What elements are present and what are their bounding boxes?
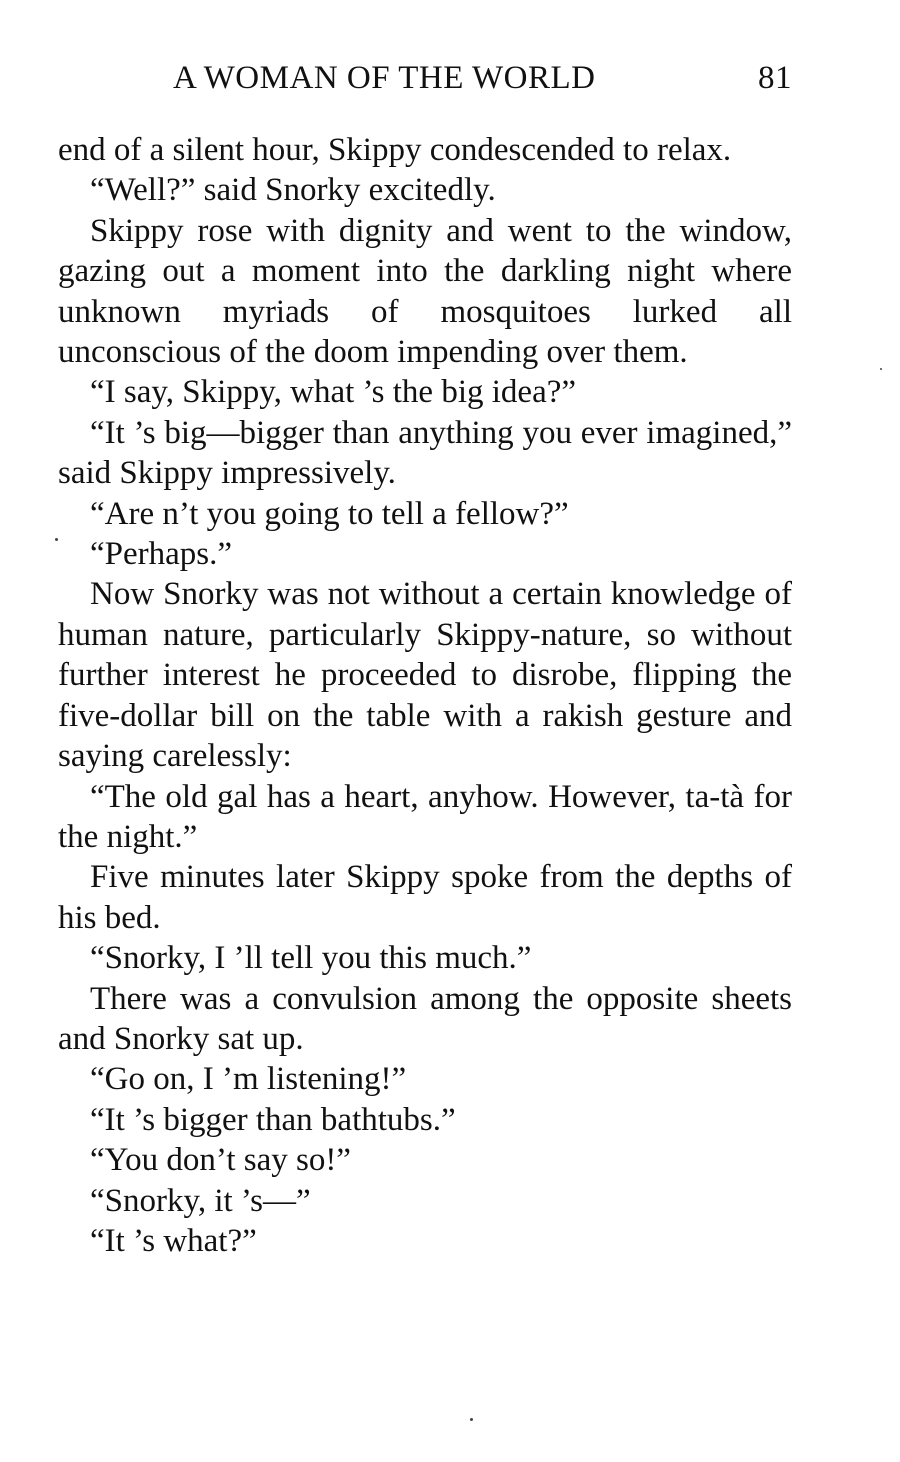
paragraph: “Go on, I ’m listening!” xyxy=(90,1061,407,1098)
paragraph: “It ’s big—bigger than anything you ever imagined,” said Skippy impressively. xyxy=(58,414,792,492)
paragraph: “I say, Skippy, what ’s the big idea?” xyxy=(90,374,577,411)
paper-speck xyxy=(880,368,882,370)
paragraph: “Snorky, it ’s—” xyxy=(90,1182,311,1219)
paragraph: “Snorky, I ’ll tell you this much.” xyxy=(90,940,532,977)
body-text xyxy=(58,130,792,1261)
paragraph: “The old gal has a heart, anyhow. However, ta-tà for the night.” xyxy=(58,778,792,855)
running-head xyxy=(58,60,792,108)
paper-speck xyxy=(55,538,58,541)
running-title: A WOMAN OF THE WORLD xyxy=(173,60,596,96)
paragraph: “It ’s bigger than bathtubs.” xyxy=(90,1101,456,1138)
paragraph: Now Snorky was not without a certain knowledge of human nature, particularly Skippy-nature, so without further interest he proceeded to disrobe, flipping the five-dollar bill on the table with a rakish gesture and saying carelessly: xyxy=(58,576,792,775)
book-page xyxy=(58,60,792,1261)
page-number: 81 xyxy=(758,60,792,96)
paragraph: “Are n’t you going to tell a fellow?” xyxy=(90,495,569,532)
paper-speck xyxy=(470,1418,473,1421)
paragraph: “It ’s what?” xyxy=(90,1222,257,1259)
paragraph: Five minutes later Skippy spoke from the depths of his bed. xyxy=(58,859,792,936)
paragraph: “Well?” said Snorky excitedly. xyxy=(90,172,496,209)
paragraph: end of a silent hour, Skippy condescended to relax. xyxy=(58,132,732,168)
paragraph: “Perhaps.” xyxy=(90,536,233,573)
paragraph: Skippy rose with dignity and went to the window, gazing out a moment into the darkling night where unknown myriads of mosquitoes lurked all unconscious of the doom impending over them. xyxy=(58,212,792,371)
paragraph: There was a convulsion among the opposite sheets and Snorky sat up. xyxy=(58,980,792,1057)
paragraph: “You don’t say so!” xyxy=(90,1142,351,1179)
